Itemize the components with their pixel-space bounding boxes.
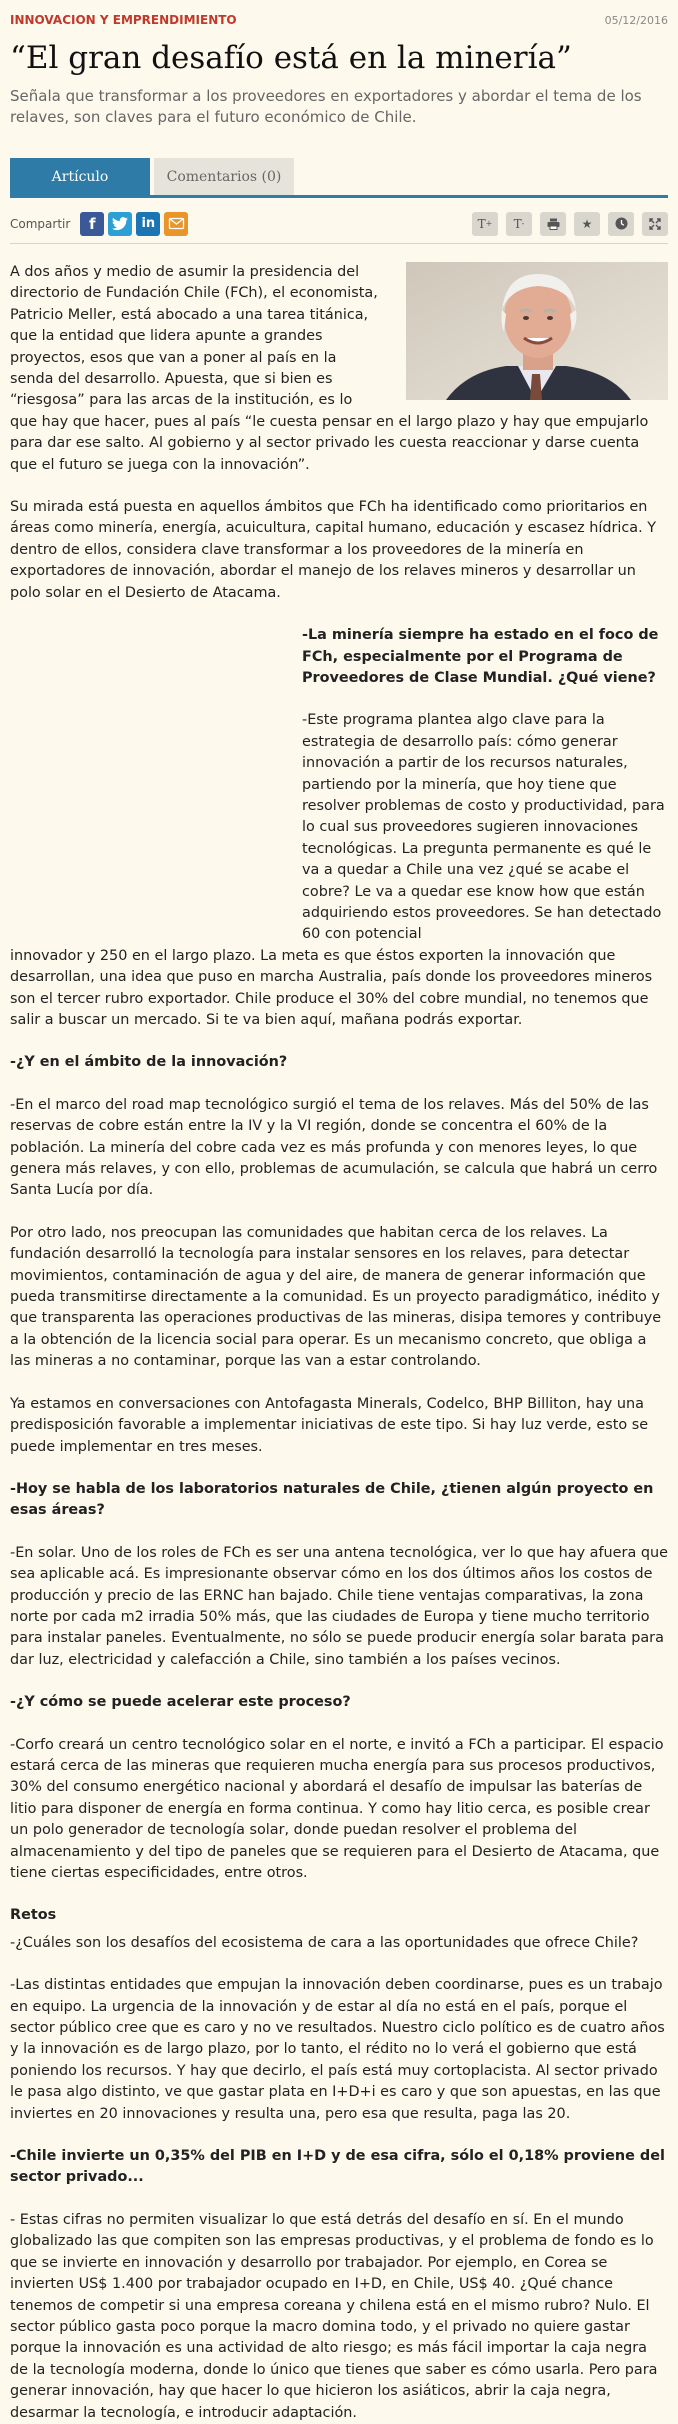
question: -¿Cuáles son los desafíos del ecosistema de cara a las oportunidades que ofrece Chile? <box>10 1934 639 1951</box>
question: -¿Y cómo se puede acelerar este proceso? <box>10 1694 351 1711</box>
answer: innovador y 250 en el largo plazo. La meta es que éstos exporten la innovación que desarrollan, una idea que puso en marcha Australia, país donde los proveedores mineros son el tercer rubro exportador. Chile produce el 30% del cobre mundial, no tenemos que salir a buscar un mercado. Si te va bien aquí, mañana podrás exportar. <box>10 947 653 1028</box>
tab-bar <box>10 158 668 198</box>
portrait-photo <box>406 262 668 400</box>
question: -Chile invierte un 0,35% del PIB en I+D y de esa cifra, sólo el 0,18% proviene del sector privado... <box>10 2148 665 2186</box>
section-heading: Retos <box>10 1907 57 1924</box>
question: -La minería siempre ha estado en el foco de FCh, especialmente por el Programa de Proveedores de Clase Mundial. ¿Qué viene? <box>302 627 659 686</box>
share-label: Compartir <box>10 216 71 231</box>
publish-date: 05/12/2016 <box>604 13 668 27</box>
star-icon[interactable]: ★ <box>574 212 600 236</box>
paragraph: A dos años y medio de asumir la presidencia del directorio de Fundación Chile (FCh), el economista, Patricio Meller, está abocado a una tarea titánica, que la entidad que lidera apunte a grandes proyectos, esos que van a poner al país en la senda del desarrollo. Apuesta, que si bien es “riesgosa” para las arcas de la institución, es lo que hay que hacer, pues al país “le cuesta pensar en el largo plazo y hay que empujarlo para dar ese salto. Al gobierno y al sector privado les cuesta reaccionar y darse cuenta que el futuro se juega con la innovación”. <box>10 264 649 473</box>
answer: - Estas cifras no permiten visualizar lo que está detrás del desafío en sí. En el mundo globalizado las que compiten son las empresas productivas, y el problema de fondo es lo que se invierte en innovación y desarrollo por trabajador. Por ejemplo, en Corea se invierten US$ 1.400 por trabajador ocupado en I+D, en Chile, US$ 40. ¿Qué chance tenemos de competir si una empresa coreana y chilena está en el mismo rubro? Nulo. El sector público gasta poco porque la macro domina todo, y el privado no quiere gastar porque la innovación es una actividad de alto riesgo; es más fácil importar la caja negra de la tecnología moderna, donde lo único que tienes que saber es cómo usarla. Pero para generar innovación, hay que hacer lo que hicieron los asiáticos, abrir la caja negra, desarmar la tecnología, e introducir adaptación. <box>10 2211 658 2421</box>
text-decrease-icon[interactable]: T - <box>506 212 532 236</box>
answer: -Las distintas entidades que empujan la innovación deben coordinarse, pues es un trabajo en equipo. La urgencia de la innovación y de estar al día no está en el país, porque el sector público cree que es caro y no ve resultados. Nuestro ciclo político es de cuatro años y la innovación es de largo plazo, por lo tanto, el rédito no lo verá el gobierno que está poniendo los recursos. Y hay que decirlo, el país está muy cortoplacista. Al sector privado le pasa algo distinto, ve que gastar plata en I+D+i es caro y que son apuestas, en las que inviertes en 20 innovaciones y resulta una, pero esa que resulta, paga las 20. <box>10 1977 665 2122</box>
twitter-icon[interactable] <box>108 212 132 236</box>
email-icon[interactable] <box>164 212 188 236</box>
expand-icon[interactable] <box>642 212 668 236</box>
facebook-icon[interactable]: f <box>80 212 104 236</box>
article-title: “El gran desafío está en la minería” <box>10 40 572 76</box>
answer: -Corfo creará un centro tecnológico solar en el norte, e invitó a FCh a participar. El espacio estará cerca de las mineras que requieren mucha energía para sus procesos productivos, 30% del consumo energético nacional y abordará el desafío de impulsar las baterías de litio para disponer de energía en forma continua. Y como hay litio cerca, es posible crear un polo generador de tecnología solar, donde puedan resolver el problema del almacenamiento y del tipo de paneles que se requieren para el Desierto de Atacama, que tiene ciertas especificidades, entre otros. <box>10 1736 664 1881</box>
section-tag[interactable]: INNOVACION Y EMPRENDIMIENTO <box>10 13 237 27</box>
linkedin-icon[interactable]: in <box>136 212 160 236</box>
text-increase-icon[interactable]: T + <box>472 212 498 236</box>
answer: -En el marco del road map tecnológico surgió el tema de los relaves. Más del 50% de las reservas de cobre están entre la IV y la VI región, donde se concentra el 60% de la población. La minería del cobre cada vez es más profunda y con menores leyes, lo que genera más relaves, y con ello, problemas de acumulación, se calcula que habrá un cerro Santa Lucía por día. <box>10 1096 658 1199</box>
question: -Hoy se habla de los laboratorios naturales de Chile, ¿tienen algún proyecto en esas áreas? <box>10 1480 654 1519</box>
paragraph: Su mirada está puesta en aquellos ámbitos que FCh ha identificado como prioritarios en áreas como minería, energía, acuicultura, capital humano, educación y escasez hídrica. Y dentro de ellos, considera clave transformar a los proveedores de la minería en exportadores de innovación, abordar el manejo de los relaves mineros y desarrollar un polo solar en el Desierto de Atacama. <box>10 499 657 601</box>
paragraph: Por otro lado, nos preocupan las comunidades que habitan cerca de los relaves. La fundación desarrolló la tecnología para instalar sensores en los relaves, para detectar movimientos, contaminación de agua y del aire, de manera de generar información que pueda transmitirse directamente a la comunidad. Es un proyecto paradigmático, inédito y que transparenta las operaciones productivas de las mineras, disipa temores y contribuye a la obtención de la licencia social para operar. Es un mecanismo concreto, que obliga a las mineras a no contaminar, porque las van a estar controlando. <box>10 1224 662 1370</box>
top-bar <box>10 0 668 40</box>
tab-comments[interactable]: Comentarios (0) <box>154 158 294 195</box>
article-body <box>10 262 668 2424</box>
answer: -En solar. Uno de los roles de FCh es ser una antena tecnológica, ver lo que hay afuera que sea aplicable acá. Es impresionante observar cómo en los dos últimos años los costos de producción y precio de las ERNC han bajado. Chile tiene ventajas comparativas, la zona norte por cada m2 irradia 50% más, que las ciudades de Europa y tiene mucho territorio para instalar paneles. Eventualmente, no sólo se puede producir energía solar barata para dar luz, electricidad y calefacción a Chile, sino también a los países vecinos. <box>10 1544 668 1668</box>
article-subtitle: Señala que transformar a los proveedores en exportadores y abordar el tema de los relaves, son claves para el futuro económico de Chile. <box>10 87 642 126</box>
print-icon[interactable] <box>540 212 566 236</box>
clock-icon[interactable] <box>608 212 634 236</box>
question: -¿Y en el ámbito de la innovación? <box>10 1054 288 1071</box>
answer: -Este programa plantea algo clave para la estrategia de desarrollo país: cómo generar innovación a partir de los recursos naturales, partiendo por la minería, que hoy tiene que resolver problemas de costo y productividad, para lo cual sus proveedores sugieren innovaciones tecnológicas. La pregunta permanente es qué le va a quedar a Chile una vez ¿qué se acabe el cobre? Le va a quedar ese know how que están adquiriendo estos proveedores. Se han detectado 60 con potencial <box>302 712 665 943</box>
reading-tools <box>472 212 668 236</box>
share-toolbar <box>10 208 668 244</box>
share-group <box>10 212 188 236</box>
tab-article[interactable]: Artículo <box>10 158 150 195</box>
paragraph: Ya estamos en conversaciones con Antofagasta Minerals, Codelco, BHP Billiton, hay una predisposición favorable a implementar iniciativas de este tipo. Si hay luz verde, esto se puede implementar en tres meses. <box>10 1395 649 1455</box>
question-block <box>302 625 668 946</box>
